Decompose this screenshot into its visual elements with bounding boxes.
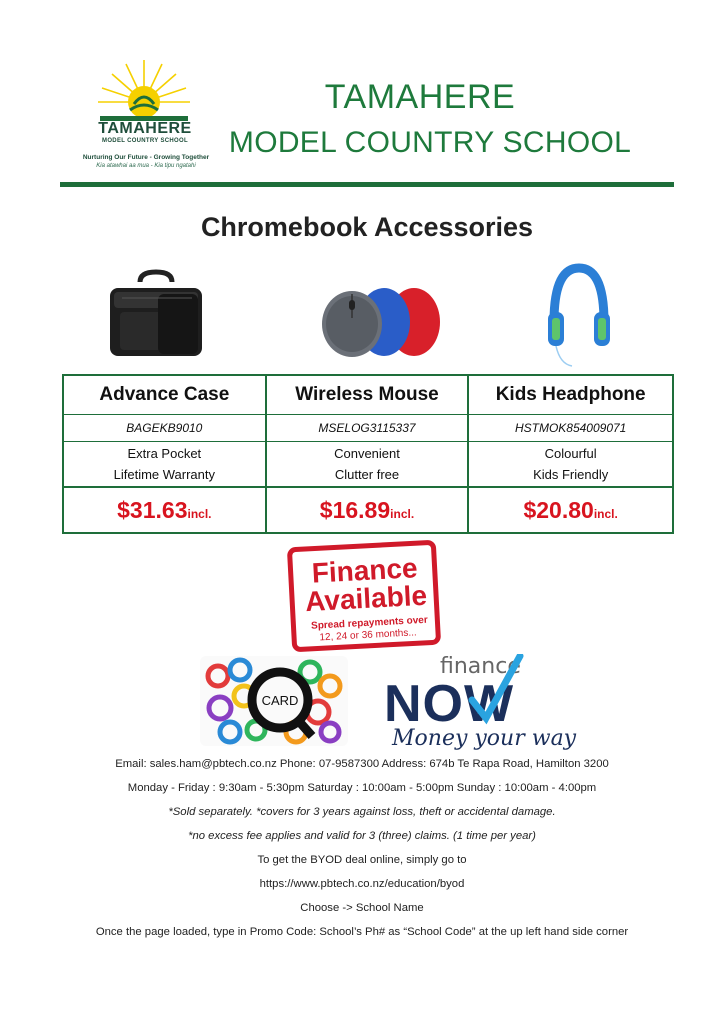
product-name: Wireless Mouse [267,376,468,415]
price-value: $16.89 [319,496,391,523]
product-code: BAGEKB9010 [64,415,265,442]
product-feature: Colourful [544,446,597,461]
logo-subtitle: MODEL COUNTRY SCHOOL [102,138,188,144]
price-suffix: incl. [187,507,212,521]
product-feature: Extra Pocket [127,446,202,461]
finance-available-stamp [286,540,442,652]
product-column [64,376,267,532]
store-hours: Monday - Friday : 9:30am - 5:30pm Saturday : 10:00am - 5:00pm Sunday : 10:00am - 4:00pm [127,782,597,794]
product-name: Kids Headphone [469,376,672,415]
byod-instruction: To get the BYOD deal online, simply go to [257,854,467,866]
school-motto-maori: Kia atawhai aa mua - Kia tipu ngatahi [96,163,196,169]
product-features [469,442,672,488]
claims-note: *no excess fee applies and valid for 3 (three) claims. (1 time per year) [188,830,536,842]
product-feature: Clutter free [334,467,400,482]
product-name: Advance Case [64,376,265,415]
page-title: Chromebook Accessories [200,212,534,242]
insurance-note: *Sold separately. *covers for 3 years against loss, theft or accidental damage. [168,806,556,818]
school-name-line2: MODEL COUNTRY SCHOOL [228,126,632,159]
price-value: $31.63 [117,496,188,523]
product-price [64,488,265,532]
contact-info: Email: sales.ham@pbtech.co.nz Phone: 07-9587300 Address: 674b Te Rapa Road, Hamilton 3200 [115,758,609,770]
product-column [267,376,470,532]
school-name-line1: TAMAHERE [324,78,516,116]
price-suffix: incl. [390,507,415,521]
product-code: HSTMOK854009071 [469,415,672,442]
product-table [62,374,674,534]
mouse-icon [318,284,442,358]
promo-instruction: Once the page loaded, type in Promo Code: School’s Ph# as “School Code” at the up left hand side corner [95,926,629,938]
product-feature: Kids Friendly [533,467,609,482]
product-code: MSELOG3115337 [267,415,468,442]
laptop-bag-icon [108,268,204,360]
byod-url[interactable]: https://www.pbtech.co.nz/education/byod [259,878,465,890]
stamp-line3: Spread repayments over [310,614,429,632]
headphone-icon [544,262,614,368]
header-divider [60,182,674,187]
logo-name: TAMAHERE [98,120,192,137]
stamp-line2: Available [304,579,428,618]
stamp-line1: Finance [311,552,419,589]
product-feature: Convenient [334,446,400,461]
finance-now-word2: NOW [384,675,515,733]
product-features [267,442,468,488]
product-price [469,488,672,532]
product-features [64,442,265,488]
price-value: $20.80 [523,496,594,523]
stamp-line4: 12, 24 or 36 months... [319,627,417,644]
product-column [469,376,672,532]
q-card-label: CARD [261,693,299,708]
finance-now-tagline: Money your way [392,726,577,751]
finance-now-word1: finance [440,654,521,679]
q-card-icon [200,656,348,746]
product-price [267,488,468,532]
choose-instruction: Choose -> School Name [300,902,424,914]
product-feature: Lifetime Warranty [113,467,216,482]
school-motto: Nurturing Our Future - Growing Together [82,154,210,161]
price-suffix: incl. [593,507,618,521]
check-icon [466,654,526,728]
school-logo-icon [96,58,192,126]
